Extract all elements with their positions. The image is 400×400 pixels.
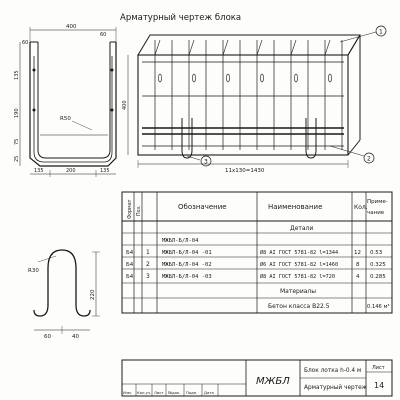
header-note: Приме- xyxy=(367,199,388,205)
dim-bottom-length: 11x130=1430 xyxy=(225,168,265,174)
svg-text:0.325: 0.325 xyxy=(370,262,386,268)
dim-loop-width-right: 40 xyxy=(72,334,79,340)
section-inner-outline xyxy=(38,42,110,158)
header-name: Наименование xyxy=(268,203,323,211)
tb-col-date: Дата xyxy=(204,390,214,395)
dim-top-width: 400 xyxy=(66,24,77,30)
dim-top-right: 60 xyxy=(100,32,107,38)
cross-section-view xyxy=(14,24,116,177)
svg-text:1: 1 xyxy=(379,28,383,36)
header-format: Формат xyxy=(128,199,133,219)
svg-text:Ø6 АI ГОСТ 5781-82 l=1460: Ø6 АI ГОСТ 5781-82 l=1460 xyxy=(260,262,339,268)
dim-total-height: 400 xyxy=(122,100,128,110)
table-cell-designation: МЖБЛ-Б/Л-04 -01 xyxy=(162,250,212,256)
dim-bot-right: 135 xyxy=(100,168,110,174)
specification-table xyxy=(122,192,392,313)
dim-loop-height: 220 xyxy=(90,289,96,300)
svg-text:МЖБЛ-Б/Л-04 -03: МЖБЛ-Б/Л-04 -03 xyxy=(162,274,212,280)
lifting-loop-left xyxy=(182,118,192,158)
svg-text:8: 8 xyxy=(356,262,360,268)
tb-col-izm: Изм. xyxy=(123,390,132,395)
table-cell-fmt: Б4 xyxy=(126,250,134,256)
dim-h2: 190 xyxy=(14,108,20,118)
svg-text:2: 2 xyxy=(146,261,150,268)
elevation-view xyxy=(122,26,386,174)
lifting-loop-right xyxy=(306,118,316,158)
header-qty: Кол. xyxy=(354,204,368,211)
dim-radius: R50 xyxy=(60,116,71,122)
table-cell-name: Ø8 АI ГОСТ 5781-82 l=1344 xyxy=(260,250,339,256)
svg-text:0.146 м³: 0.146 м³ xyxy=(367,304,390,310)
svg-text:3: 3 xyxy=(146,273,150,280)
svg-text:Б4: Б4 xyxy=(126,262,134,268)
tb-sheet-label: Лист xyxy=(372,365,385,371)
table-cell-qty: 12 xyxy=(354,250,361,256)
dim-loop-width-left: 60 xyxy=(44,334,51,340)
dim-bot-mid: 200 xyxy=(66,168,76,174)
loop-shape xyxy=(48,250,76,305)
svg-text:2: 2 xyxy=(367,155,371,163)
section-outline xyxy=(30,42,116,166)
dim-bot-left: 135 xyxy=(34,168,44,174)
tb-code: МЖБЛ xyxy=(256,376,290,387)
table-cell-note: 0.53 xyxy=(370,250,383,256)
drawing-title: Арматурный чертеж блока xyxy=(120,13,242,23)
svg-text:Материалы: Материалы xyxy=(280,288,316,295)
tb-name-line1: Блок лотка h-0.4 м xyxy=(304,368,362,374)
svg-text:Бетон класса В22.5: Бетон класса В22.5 xyxy=(268,303,330,310)
svg-text:Ø8 АI ГОСТ 5781-82 l=720: Ø8 АI ГОСТ 5781-82 l=720 xyxy=(260,274,335,280)
table-cell-pos: 1 xyxy=(146,249,150,256)
detail-loop-view xyxy=(28,250,100,340)
table-row: Детали xyxy=(290,225,314,232)
header-pos: Поз. xyxy=(137,205,142,216)
section-rebar xyxy=(34,56,112,162)
dim-h3: 75 xyxy=(14,138,20,145)
svg-text:0.285: 0.285 xyxy=(370,274,386,280)
dim-top-left: 60 xyxy=(22,40,29,46)
table-row: МЖБЛ-Б/Л-04 xyxy=(162,238,199,244)
tb-sheet-no: 14 xyxy=(374,381,385,390)
dim-h1: 135 xyxy=(14,70,20,80)
elevation-top xyxy=(138,35,360,55)
dim-h4: 25 xyxy=(14,155,20,162)
tb-name-line2: Арматурный чертеж xyxy=(304,385,367,391)
tb-col-doc: №док. xyxy=(168,390,181,395)
svg-text:МЖБЛ-Б/Л-04 -02: МЖБЛ-Б/Л-04 -02 xyxy=(162,262,212,268)
title-block xyxy=(122,360,392,396)
tb-col-kol: Кол.уч. xyxy=(137,390,152,395)
header-designation: Обозначение xyxy=(178,203,227,211)
svg-text:Б4: Б4 xyxy=(126,274,134,280)
dim-loop-radius: R30 xyxy=(28,268,39,274)
tb-col-list: Лист xyxy=(154,390,164,395)
svg-text:3: 3 xyxy=(204,158,208,166)
svg-text:4: 4 xyxy=(356,274,360,280)
tb-col-sign: Подп. xyxy=(186,390,198,395)
svg-text:чание: чание xyxy=(367,210,385,216)
